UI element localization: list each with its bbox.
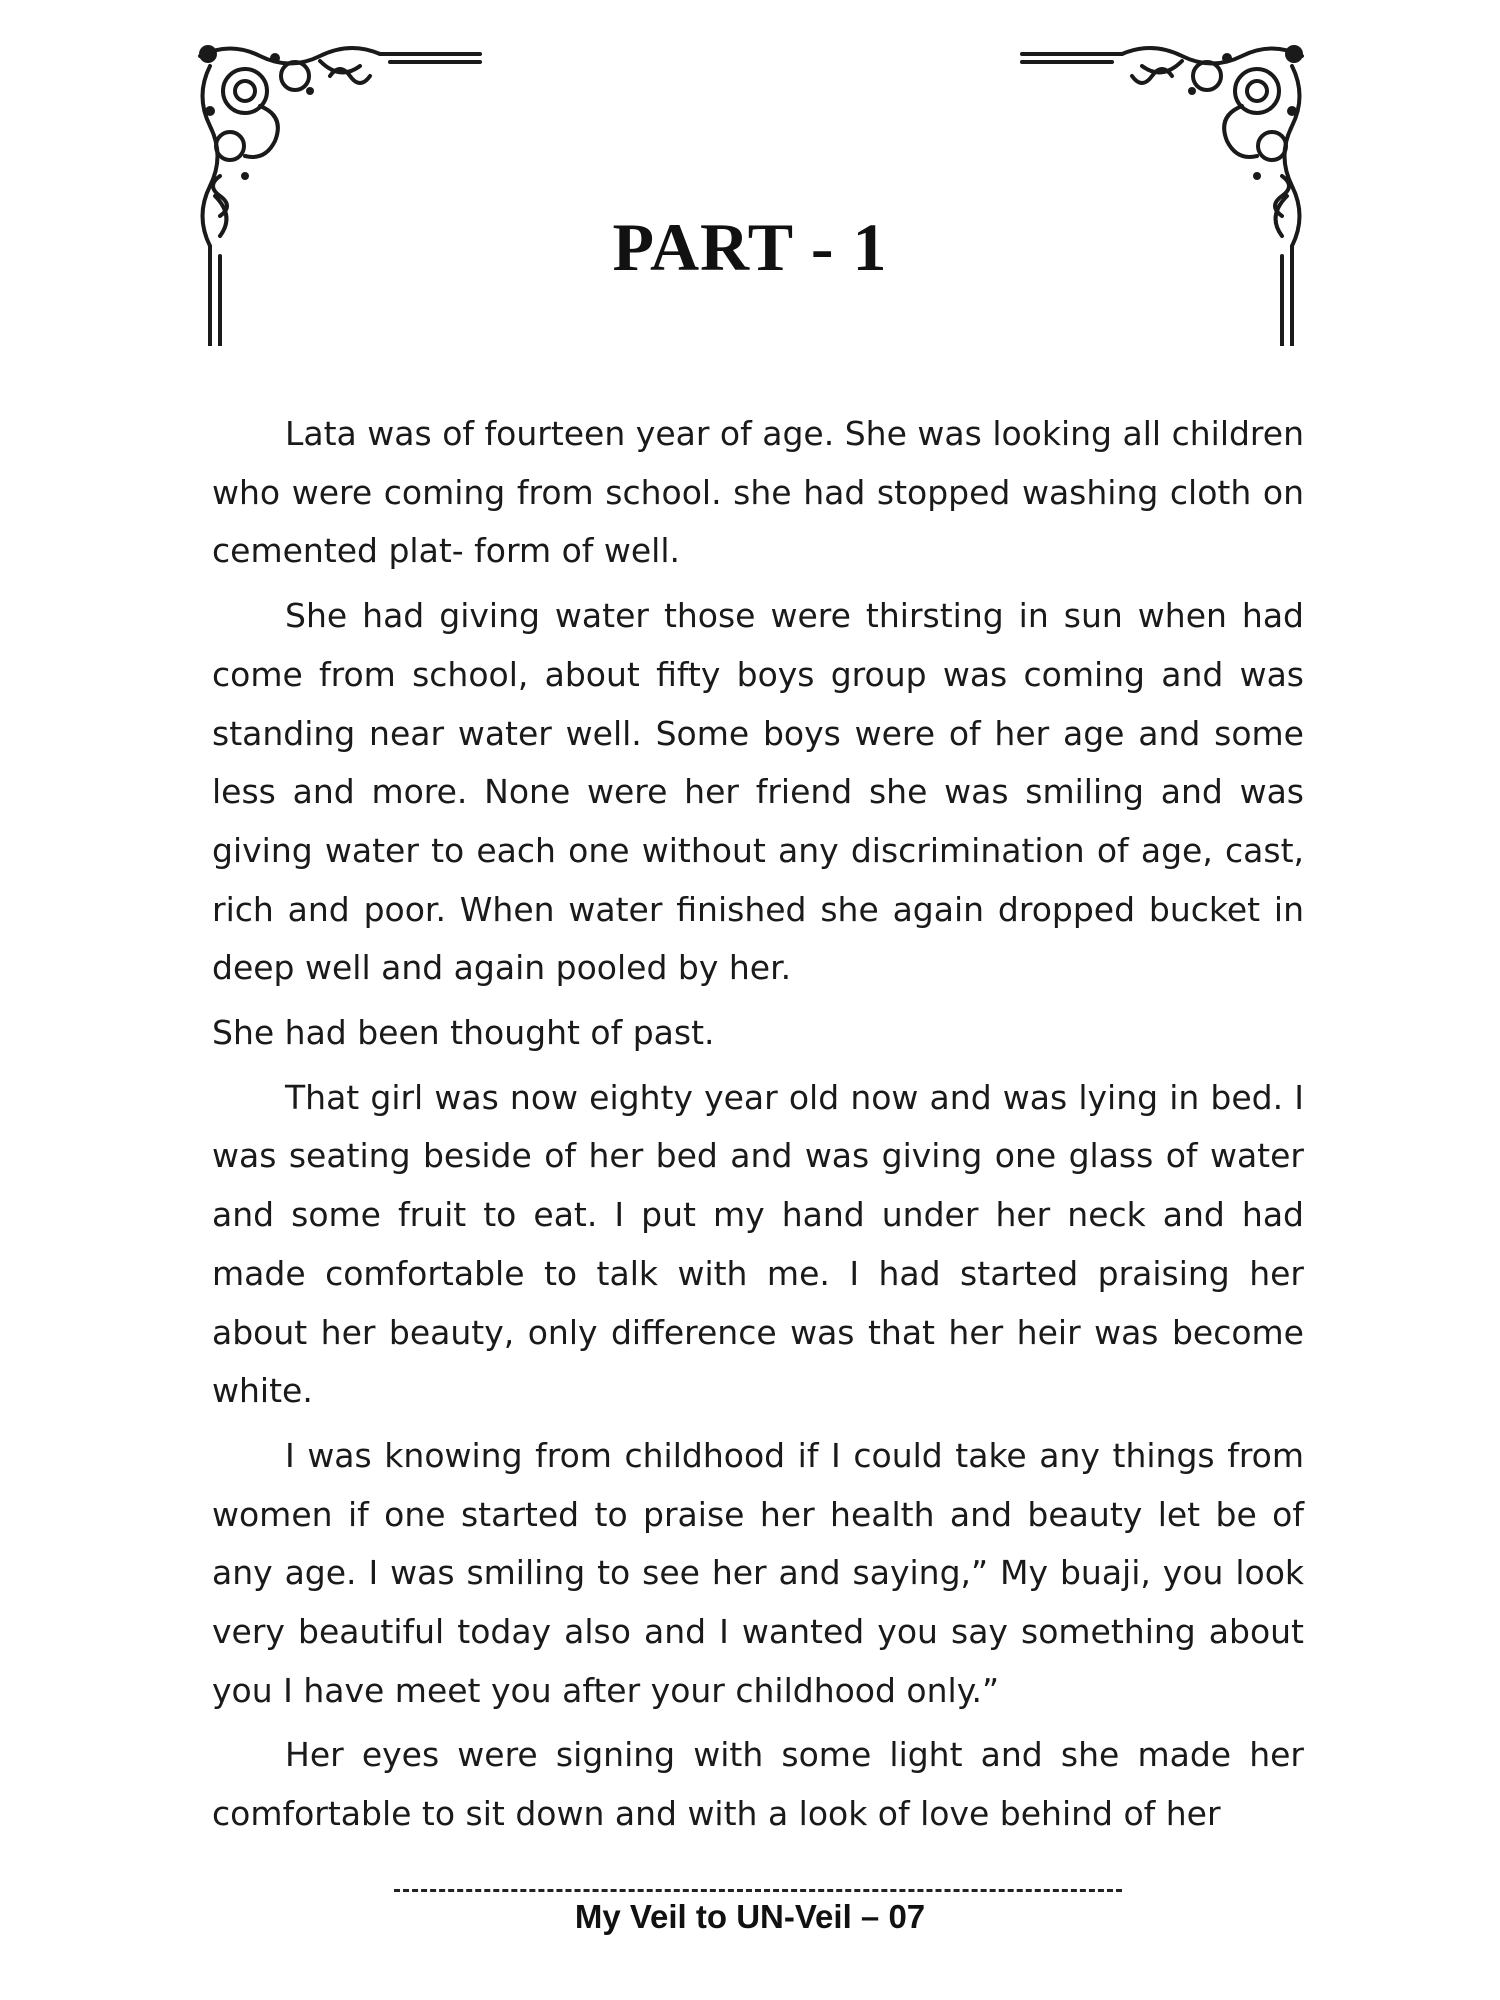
body-text [212, 405, 1304, 1850]
footer-separator: – [860, 1898, 880, 1935]
paragraph: Lata was of fourteen year of age. She was looking all children who were coming from school. she had stopped washing cloth on cemented plat- form of well. [212, 414, 1304, 571]
page-footer [0, 1898, 1500, 1936]
paragraph: I was knowing from childhood if I could take any things from women if one started to praise her health and beauty let be of any age. I was smiling to see her and saying,” My buaji, you look very beautiful today also and I wanted you say something about you I have meet you after your childhood only.” [212, 1435, 1304, 1710]
paragraph: That girl was now eighty year old now and was lying in bed. I was seating beside of her bed and was giving one glass of water and some fruit to eat. I put my hand under her neck and had made comfortable to talk with me. I had started praising her about her beauty, only difference was that her heir was become white. [212, 1077, 1304, 1411]
footer-divider [394, 1889, 1122, 1892]
book-title: My Veil to UN-Veil [574, 1898, 852, 1935]
page-title: PART - 1 [612, 209, 888, 285]
page-number: 07 [888, 1898, 926, 1935]
ornamental-corner-left-icon [190, 36, 490, 346]
paragraph: Her eyes were signing with some light and she made her comfortable to sit down and with a look of love behind of her [212, 1735, 1304, 1834]
paragraph: She had giving water those were thirsting in sun when had come from school, about fifty boys group was coming and was standing near water well. Some boys were of her age and some less and more. None were her friend she was smiling and was giving water to each one without any discrimination of age, cast, rich and poor. When water finished she again dropped bucket in deep well and again pooled by her. [212, 596, 1304, 988]
ornamental-corner-right-icon [1012, 36, 1312, 346]
paragraph: She had been thought of past. [212, 1013, 715, 1053]
